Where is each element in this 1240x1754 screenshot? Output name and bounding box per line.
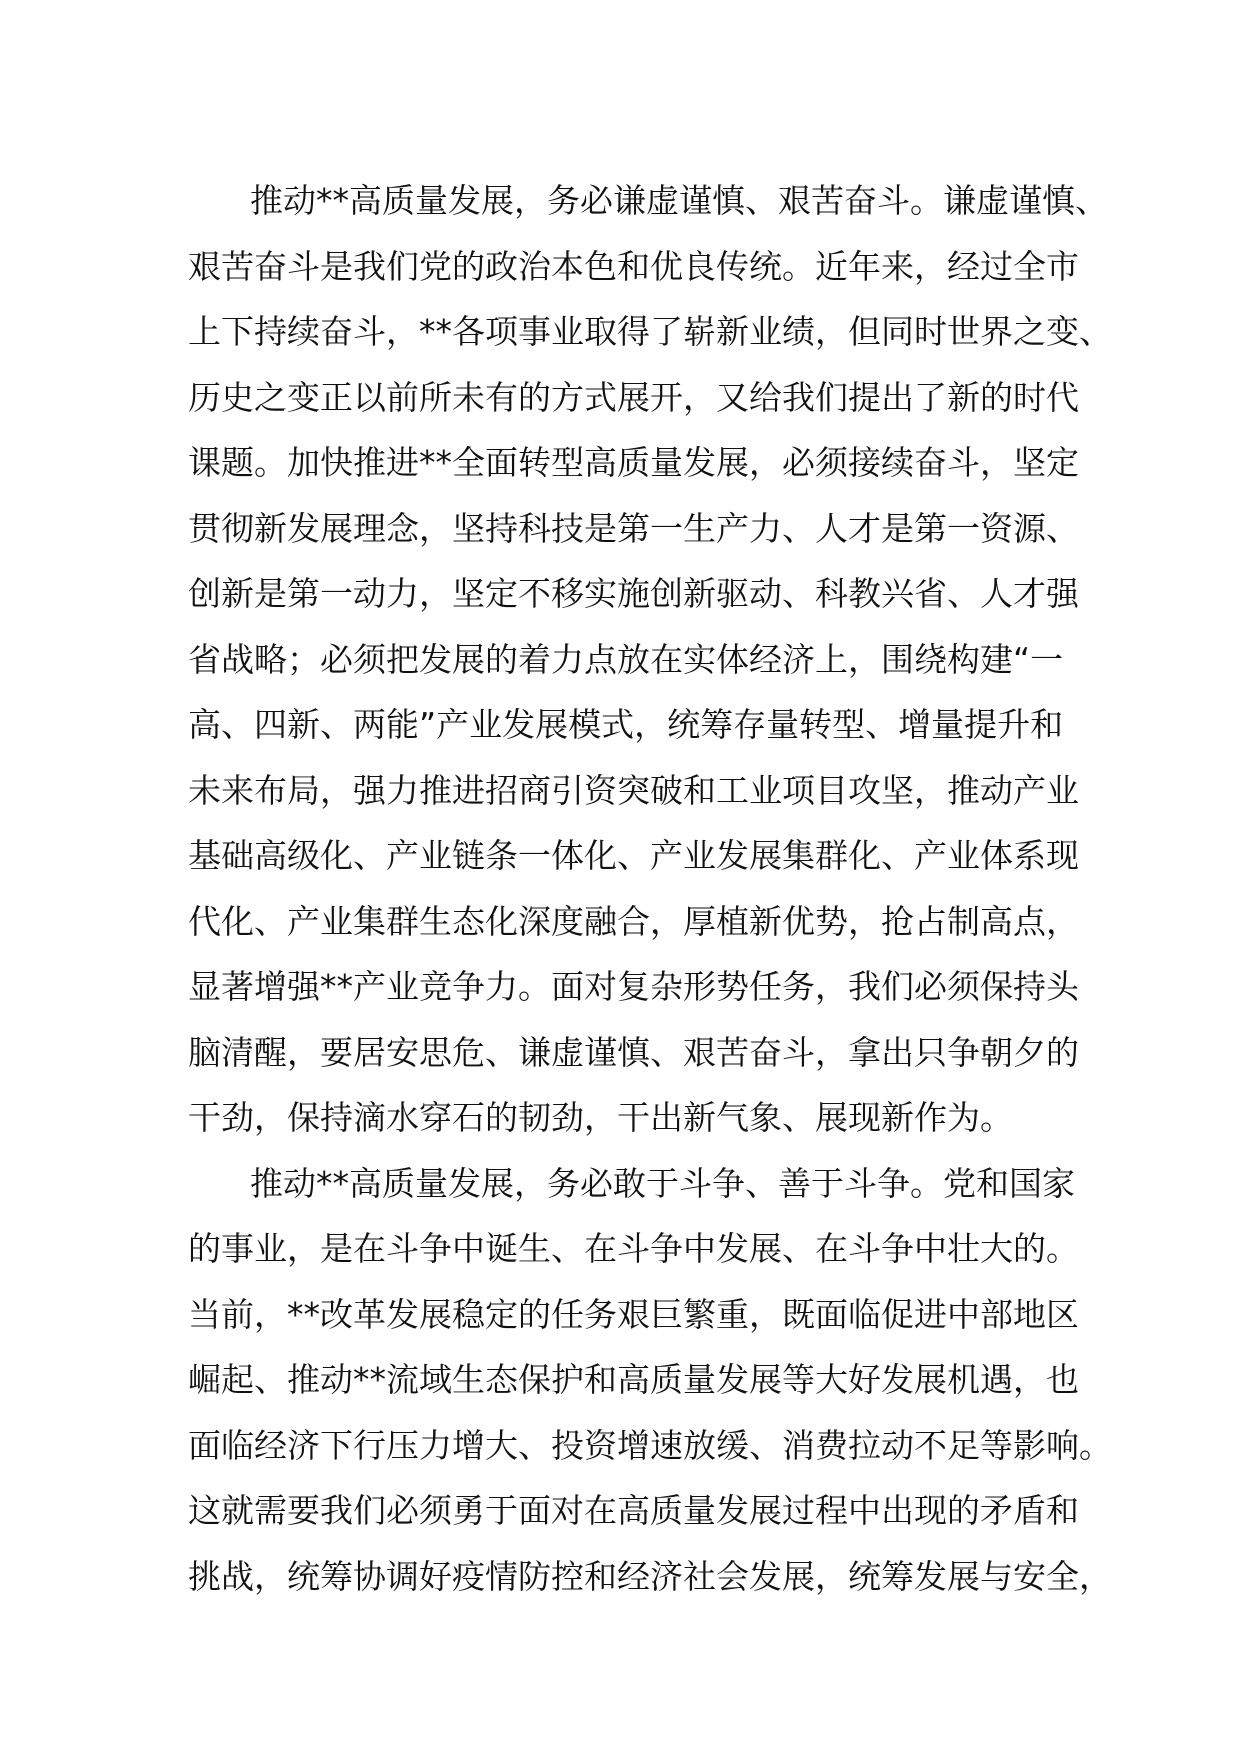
paragraph-line: 代化、产业集群生态化深度融合，厚植新优势，抢占制高点， bbox=[188, 901, 1079, 941]
document-body bbox=[188, 168, 1112, 1609]
paragraph-line: 未来布局，强力推进招商引资突破和工业项目攻坚，推动产业 bbox=[188, 770, 1079, 810]
paragraph-line: 基础高级化、产业链条一体化、产业发展集群化、产业体系现 bbox=[188, 836, 1079, 875]
paragraph-line: 推动**高质量发展，务必谦虚谨慎、艰苦奋斗。谦虚谨慎、 bbox=[250, 181, 1108, 220]
paragraph-line: 当前，**改革发展稳定的任务艰巨繁重，既面临促进中部地区 bbox=[188, 1294, 1079, 1334]
paragraph-1 bbox=[188, 168, 1112, 1151]
paragraph-line: 显著增强**产业竞争力。面对复杂形势任务，我们必须保持头 bbox=[188, 967, 1079, 1006]
paragraph-line: 课题。加快推进**全面转型高质量发展，必须接续奋斗，坚定 bbox=[188, 443, 1079, 482]
paragraph-line: 挑战，统筹协调好疫情防控和经济社会发展，统筹发展与安全， bbox=[188, 1556, 1112, 1596]
paragraph-line: 推动**高质量发展，务必敢于斗争、善于斗争。党和国家 bbox=[250, 1163, 1075, 1203]
paragraph-line: 崛起、推动**流域生态保护和高质量发展等大好发展机遇，也 bbox=[188, 1360, 1079, 1399]
paragraph-line: 艰苦奋斗是我们党的政治本色和优良传统。近年来，经过全市 bbox=[188, 246, 1079, 286]
paragraph-2 bbox=[188, 1151, 1112, 1610]
paragraph-line: 干劲，保持滴水穿石的韧劲，干出新气象、展现新作为。 bbox=[188, 1098, 1013, 1137]
paragraph-line: 高、四新、两能”产业发展模式，统筹存量转型、增量提升和 bbox=[188, 705, 1064, 744]
paragraph-line: 的事业，是在斗争中诞生、在斗争中发展、在斗争中壮大的。 bbox=[188, 1229, 1079, 1268]
paragraph-line: 这就需要我们必须勇于面对在高质量发展过程中出现的矛盾和 bbox=[188, 1491, 1079, 1530]
paragraph-line: 面临经济下行压力增大、投资增速放缓、消费拉动不足等影响。 bbox=[188, 1425, 1112, 1465]
paragraph-line: 创新是第一动力，坚定不移实施创新驱动、科教兴省、人才强 bbox=[188, 574, 1079, 613]
paragraph-line: 上下持续奋斗，**各项事业取得了崭新业绩，但同时世界之变、 bbox=[188, 312, 1112, 351]
paragraph-line: 贯彻新发展理念，坚持科技是第一生产力、人才是第一资源、 bbox=[188, 508, 1079, 548]
paragraph-line: 脑清醒，要居安思危、谦虚谨慎、艰苦奋斗，拿出只争朝夕的 bbox=[188, 1032, 1079, 1072]
paragraph-line: 历史之变正以前所未有的方式展开，又给我们提出了新的时代 bbox=[188, 377, 1079, 417]
paragraph-line: 省战略；必须把发展的着力点放在实体经济上，围绕构建“一 bbox=[188, 639, 1064, 679]
